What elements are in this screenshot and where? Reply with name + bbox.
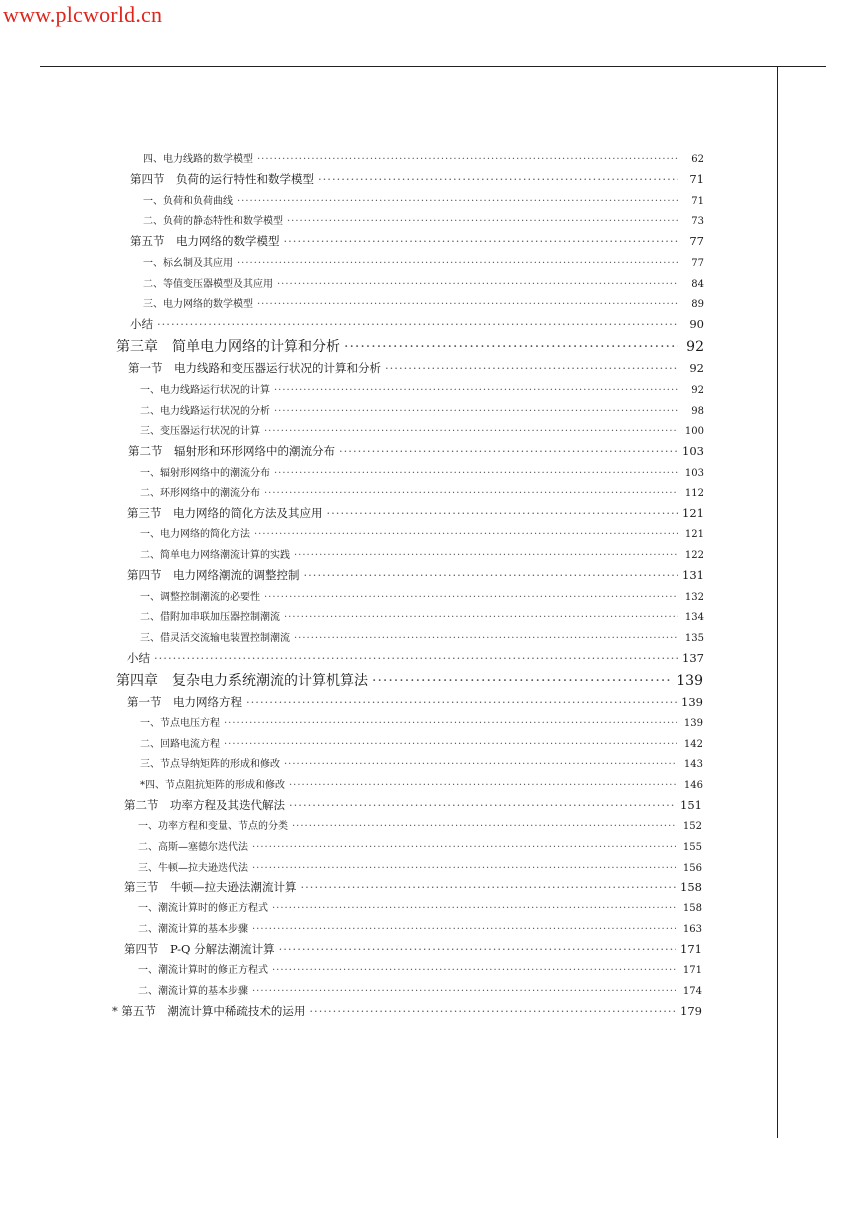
dot-leader [294,550,678,561]
dot-leader [252,986,676,997]
toc-entry-title: 第四节 负荷的运行特性和数学模型 [130,172,314,186]
dot-leader [284,759,677,770]
toc-page-number: 139 [681,695,703,709]
toc-entry-title: 第三章 简单电力网络的计算和分析 [116,339,340,355]
dot-leader [272,903,676,914]
toc-item-entry [138,899,702,914]
toc-page-number: 92 [686,339,704,355]
toc-page-number: 92 [691,385,704,396]
toc-entry-title: 一、功率方程和变量、节点的分类 [138,821,288,832]
dot-leader [309,1004,676,1018]
dot-leader [279,942,676,956]
toc-page-number: 132 [684,592,704,603]
dot-leader [246,695,677,709]
toc-section-entry [124,879,702,895]
dot-leader [301,880,677,894]
toc-item-entry [140,714,703,729]
toc-page-number: 174 [682,986,702,997]
toc-item-entry [140,629,704,644]
toc-entry-title: * 第五节 潮流计算中稀疏技术的运用 [112,1004,306,1018]
dot-leader [294,633,678,644]
toc-item-entry [143,295,704,310]
toc-page-number: 134 [684,612,704,623]
dot-leader [237,196,678,207]
dot-leader [284,234,679,248]
toc-entry-title: 第三节 牛顿—拉夫逊法潮流计算 [124,880,297,894]
dot-leader [385,361,678,375]
watermark: www.plcworld.cn [3,2,163,27]
toc-item-entry [140,735,703,750]
toc-page-number: 62 [691,154,704,165]
toc-entry-title: 二、简单电力网络潮流计算的实践 [140,550,290,561]
toc-entry-title: 二、借附加串联加压器控制潮流 [140,612,280,623]
toc-page-number: 77 [689,234,704,248]
toc-item-entry [138,859,702,874]
dot-leader [372,673,672,689]
toc-item-entry [140,755,703,770]
toc-item-entry [138,982,702,997]
dot-leader [264,488,678,499]
toc-entry-title: 第三节 电力网络的简化方法及其应用 [127,506,323,520]
toc-page-number: 121 [684,529,704,540]
toc-page-number: 137 [682,651,704,665]
toc-entry-title: 第五节 电力网络的数学模型 [130,234,280,248]
toc-entry-title: 第一节 电力网络方程 [127,695,242,709]
toc-chapter-entry [116,336,704,356]
toc-entry-title: 三、节点导纳矩阵的形成和修改 [140,759,280,770]
toc-entry-title: 四、电力线路的数学模型 [143,154,253,165]
toc-page-number: 89 [691,299,704,310]
toc-section-entry [130,233,704,249]
toc-page-number: 158 [682,903,702,914]
toc-item-entry [140,484,704,499]
toc-item-entry [140,464,704,479]
toc-page-number: 146 [683,780,703,791]
toc-item-entry [140,525,704,540]
toc-item-entry [138,817,702,832]
toc-page-number: 139 [683,718,703,729]
toc-entry-title: 小结 [127,651,150,665]
toc-section-entry [127,694,703,710]
dot-leader [339,444,678,458]
toc-page-number: 100 [684,426,704,437]
dot-leader [252,842,676,853]
toc-entry-title: 一、辐射形网络中的潮流分布 [140,468,270,479]
dot-leader [272,965,676,976]
dot-leader [304,568,679,582]
dot-leader [224,739,677,750]
toc-chapter-entry [116,670,703,690]
toc-page-number: 143 [683,759,703,770]
toc-section-entry [128,360,704,376]
dot-leader [289,780,677,791]
toc-page-number: 103 [682,444,704,458]
toc-entry-title: 三、电力网络的数学模型 [143,299,253,310]
toc-entry-title: 第四节 P-Q 分解法潮流计算 [124,942,275,956]
toc-item-entry [143,150,704,165]
toc-page-number: 98 [691,406,704,417]
dot-leader [289,798,676,812]
toc-entry-title: 一、潮流计算时的修正方程式 [138,965,268,976]
toc-page-number: 77 [691,258,704,269]
toc-item-entry [140,776,703,791]
dot-leader [154,651,678,665]
toc-item-entry [140,588,704,603]
toc-entry-title: 二、高斯—塞德尔迭代法 [138,842,248,853]
toc-entry-title: 二、等值变压器模型及其应用 [143,279,273,290]
toc-item-entry [143,192,704,207]
toc-entry-title: 三、变压器运行状况的计算 [140,426,260,437]
toc-page-number: 151 [680,798,702,812]
toc-page-number: 152 [682,821,702,832]
toc-item-entry [143,212,704,227]
dot-leader [274,385,678,396]
toc-item-entry [140,402,704,417]
toc-page-number: 158 [680,880,702,894]
toc-entry-title: 二、环形网络中的潮流分布 [140,488,260,499]
toc-item-entry [143,254,704,269]
dot-leader [277,279,678,290]
toc-entry-title: 一、负荷和负荷曲线 [143,196,233,207]
dot-leader [274,406,678,417]
toc-section-entry [127,567,704,583]
toc-section-entry [127,505,704,521]
toc-entry-title: 一、潮流计算时的修正方程式 [138,903,268,914]
toc-item-entry [143,275,704,290]
toc-page-number: 121 [682,506,704,520]
toc-section-entry [124,941,702,957]
toc-item-entry [138,961,702,976]
dot-leader [257,299,678,310]
toc-section-entry [112,1003,702,1019]
toc-page-number: 73 [691,216,704,227]
dot-leader [264,426,678,437]
dot-leader [254,529,678,540]
toc-entry-title: 小结 [130,317,153,331]
toc-page-number: 142 [683,739,703,750]
toc-page-number: 156 [682,863,702,874]
toc-section-entry [128,443,704,459]
toc-page-number: 84 [691,279,704,290]
toc-entry-title: 第四节 电力网络潮流的调整控制 [127,568,300,582]
toc-page-number: 139 [676,673,703,689]
dot-leader [274,468,678,479]
toc-entry-title: 三、借灵活交流输电装置控制潮流 [140,633,290,644]
dot-leader [224,718,677,729]
toc-section-entry [130,171,704,187]
toc-entry-title: 第二节 功率方程及其迭代解法 [124,798,285,812]
toc-page-number: 122 [684,550,704,561]
toc-page-number: 135 [684,633,704,644]
toc-entry-title: 二、潮流计算的基本步骤 [138,986,248,997]
toc-page-number: 112 [684,488,704,499]
toc-item-entry [140,381,704,396]
dot-leader [318,172,678,186]
toc-item-entry [138,920,702,935]
toc-entry-title: 一、调整控制潮流的必要性 [140,592,260,603]
toc-page-number: 131 [682,568,704,582]
toc-item-entry [140,422,704,437]
dot-leader [284,612,678,623]
toc-entry-title: 二、潮流计算的基本步骤 [138,924,248,935]
toc-section-entry [130,316,704,332]
dot-leader [344,339,678,355]
toc-entry-title: 一、标幺制及其应用 [143,258,233,269]
dot-leader [287,216,678,227]
toc-section-entry [124,797,702,813]
toc-entry-title: 一、节点电压方程 [140,718,220,729]
toc-entry-title: 二、电力线路运行状况的分析 [140,406,270,417]
toc-page-number: 92 [689,361,704,375]
toc-page-number: 71 [689,172,704,186]
toc-page-number: 171 [680,942,702,956]
toc-item-entry [140,546,704,561]
dot-leader [157,317,678,331]
toc-page-number: 103 [684,468,704,479]
dot-leader [292,821,676,832]
toc-entry-title: 一、电力线路运行状况的计算 [140,385,270,396]
toc-entry-title: 三、牛顿—拉夫逊迭代法 [138,863,248,874]
toc-page-number: 163 [682,924,702,935]
dot-leader [252,924,676,935]
toc-item-entry [138,838,702,853]
toc-page-number: 155 [682,842,702,853]
toc-page-number: 171 [682,965,702,976]
toc-page-number: 90 [689,317,704,331]
dot-leader [237,258,678,269]
dot-leader [252,863,676,874]
toc-item-entry [140,608,704,623]
toc-entry-title: 一、电力网络的简化方法 [140,529,250,540]
toc-entry-title: *四、节点阻抗矩阵的形成和修改 [140,780,285,791]
toc-page-number: 179 [680,1004,702,1018]
toc-entry-title: 第二节 辐射形和环形网络中的潮流分布 [128,444,335,458]
toc-entry-title: 第四章 复杂电力系统潮流的计算机算法 [116,673,368,689]
dot-leader [327,506,679,520]
toc-entry-title: 第一节 电力线路和变压器运行状况的计算和分析 [128,361,381,375]
toc-entry-title: 二、回路电流方程 [140,739,220,750]
dot-leader [264,592,678,603]
toc-page-number: 71 [691,196,704,207]
toc-section-entry [127,650,704,666]
dot-leader [257,154,678,165]
toc-entry-title: 二、负荷的静态特性和数学模型 [143,216,283,227]
